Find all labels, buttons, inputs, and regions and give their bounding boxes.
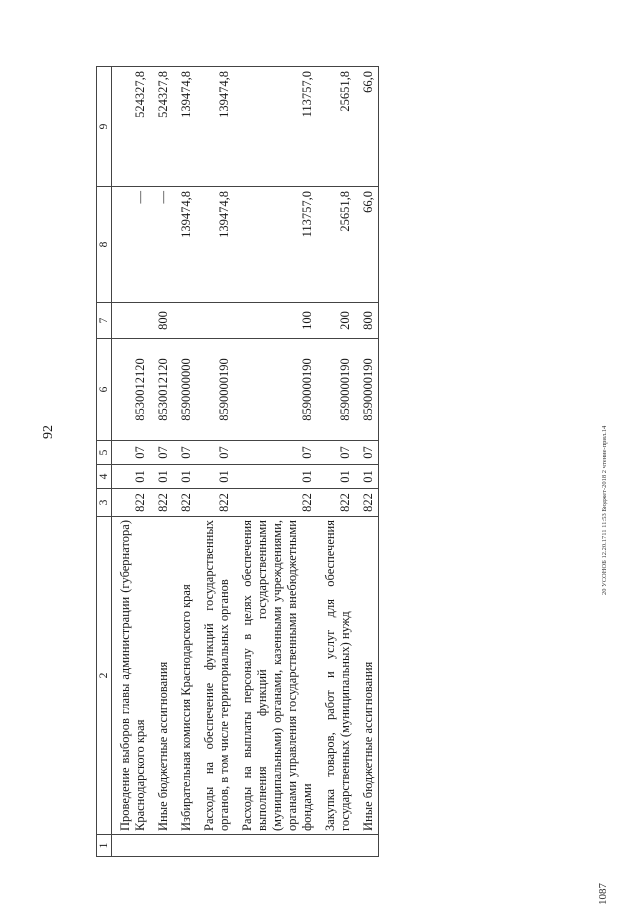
subsection-code: 07 [317, 441, 355, 465]
item-name: Иные бюджетные ассигнования [150, 517, 173, 835]
ministry-code: 822 [234, 489, 317, 517]
subsection-code: 07 [173, 441, 196, 465]
ministry-code: 822 [196, 489, 234, 517]
empty-cell [234, 835, 317, 857]
expense-type-code: 200 [317, 303, 355, 339]
item-name: Расходы на обеспечение функций государственных органов, в том числе территориальных органов [196, 517, 234, 835]
empty-cell [317, 835, 355, 857]
amount-col8: — [150, 187, 173, 303]
empty-cell [196, 835, 234, 857]
section-code: 01 [112, 465, 151, 489]
table-row [112, 67, 151, 857]
target-article-code: 8590000190 [196, 339, 234, 441]
target-article-code: 8590000190 [234, 339, 317, 441]
subsection-code: 07 [196, 441, 234, 465]
amount-col8: 113757,0 [234, 187, 317, 303]
ministry-code: 822 [317, 489, 355, 517]
item-name: Избирательная комиссия Краснодарского края [173, 517, 196, 835]
header-cell: 2 [97, 517, 112, 835]
section-code: 01 [150, 465, 173, 489]
expense-type-code: 100 [234, 303, 317, 339]
expense-type-code [173, 303, 196, 339]
corner-number: 1087 [597, 883, 609, 905]
target-article-code: 8530012120 [112, 339, 151, 441]
budget-table-container [96, 67, 558, 857]
item-name: Проведение выборов главы администрации (губернатора) Краснодарского края [112, 517, 151, 835]
amount-col8: 25651,8 [317, 187, 355, 303]
table-row [355, 67, 379, 857]
amount-col9: 524327,8 [112, 67, 151, 187]
section-code: 01 [317, 465, 355, 489]
table-row [196, 67, 234, 857]
target-article-code: 8530012120 [150, 339, 173, 441]
ministry-code: 822 [150, 489, 173, 517]
target-article-code: 8590000000 [173, 339, 196, 441]
expense-type-code [196, 303, 234, 339]
subsection-code: 07 [234, 441, 317, 465]
amount-col9: 25651,8 [317, 67, 355, 187]
amount-col8: 66,0 [355, 187, 379, 303]
section-code: 01 [173, 465, 196, 489]
header-cell: 7 [97, 303, 112, 339]
header-cell: 4 [97, 465, 112, 489]
header-cell: 6 [97, 339, 112, 441]
item-name: Закупка товаров, работ и услуг для обеспечения государственных (муниципальных) нужд [317, 517, 355, 835]
expense-type-code [112, 303, 151, 339]
target-article-code: 8590000190 [355, 339, 379, 441]
empty-cell [355, 835, 379, 857]
section-code: 01 [234, 465, 317, 489]
header-cell: 5 [97, 441, 112, 465]
amount-col9: 66,0 [355, 67, 379, 187]
empty-cell [173, 835, 196, 857]
header-cell: 8 [97, 187, 112, 303]
subsection-code: 07 [355, 441, 379, 465]
amount-col8: — [112, 187, 151, 303]
header-cell: 9 [97, 67, 112, 187]
page-number: 92 [41, 425, 56, 439]
budget-table [96, 66, 379, 857]
table-body [97, 67, 379, 857]
subsection-code: 07 [112, 441, 151, 465]
section-code: 01 [355, 465, 379, 489]
table-row [234, 67, 317, 857]
table-row [173, 67, 196, 857]
target-article-code: 8590000190 [317, 339, 355, 441]
amount-col9: 113757,0 [234, 67, 317, 187]
amount-col9: 524327,8 [150, 67, 173, 187]
table-row [150, 67, 173, 857]
empty-cell [112, 835, 151, 857]
table-row [317, 67, 355, 857]
empty-cell [150, 835, 173, 857]
header-cell: 1 [97, 835, 112, 857]
header-cell: 3 [97, 489, 112, 517]
item-name: Иные бюджетные ассигнования [355, 517, 379, 835]
ministry-code: 822 [355, 489, 379, 517]
footer-code: 20 УСОНОБ 12.20.1711 11:53 Бюджет-2018 2 чтение-прил.14 [601, 425, 608, 595]
ministry-code: 822 [112, 489, 151, 517]
ministry-code: 822 [173, 489, 196, 517]
amount-col9: 139474,8 [196, 67, 234, 187]
subsection-code: 07 [150, 441, 173, 465]
expense-type-code: 800 [355, 303, 379, 339]
amount-col9: 139474,8 [173, 67, 196, 187]
item-name: Расходы на выплаты персоналу в целях обеспечения выполнения функций государственными (муниципальными) органами, казенными учреждениями, органами управления государственными внебюджетными фондами [234, 517, 317, 835]
amount-col8: 139474,8 [173, 187, 196, 303]
section-code: 01 [196, 465, 234, 489]
table-header-row [97, 67, 112, 857]
amount-col8: 139474,8 [196, 187, 234, 303]
expense-type-code: 800 [150, 303, 173, 339]
